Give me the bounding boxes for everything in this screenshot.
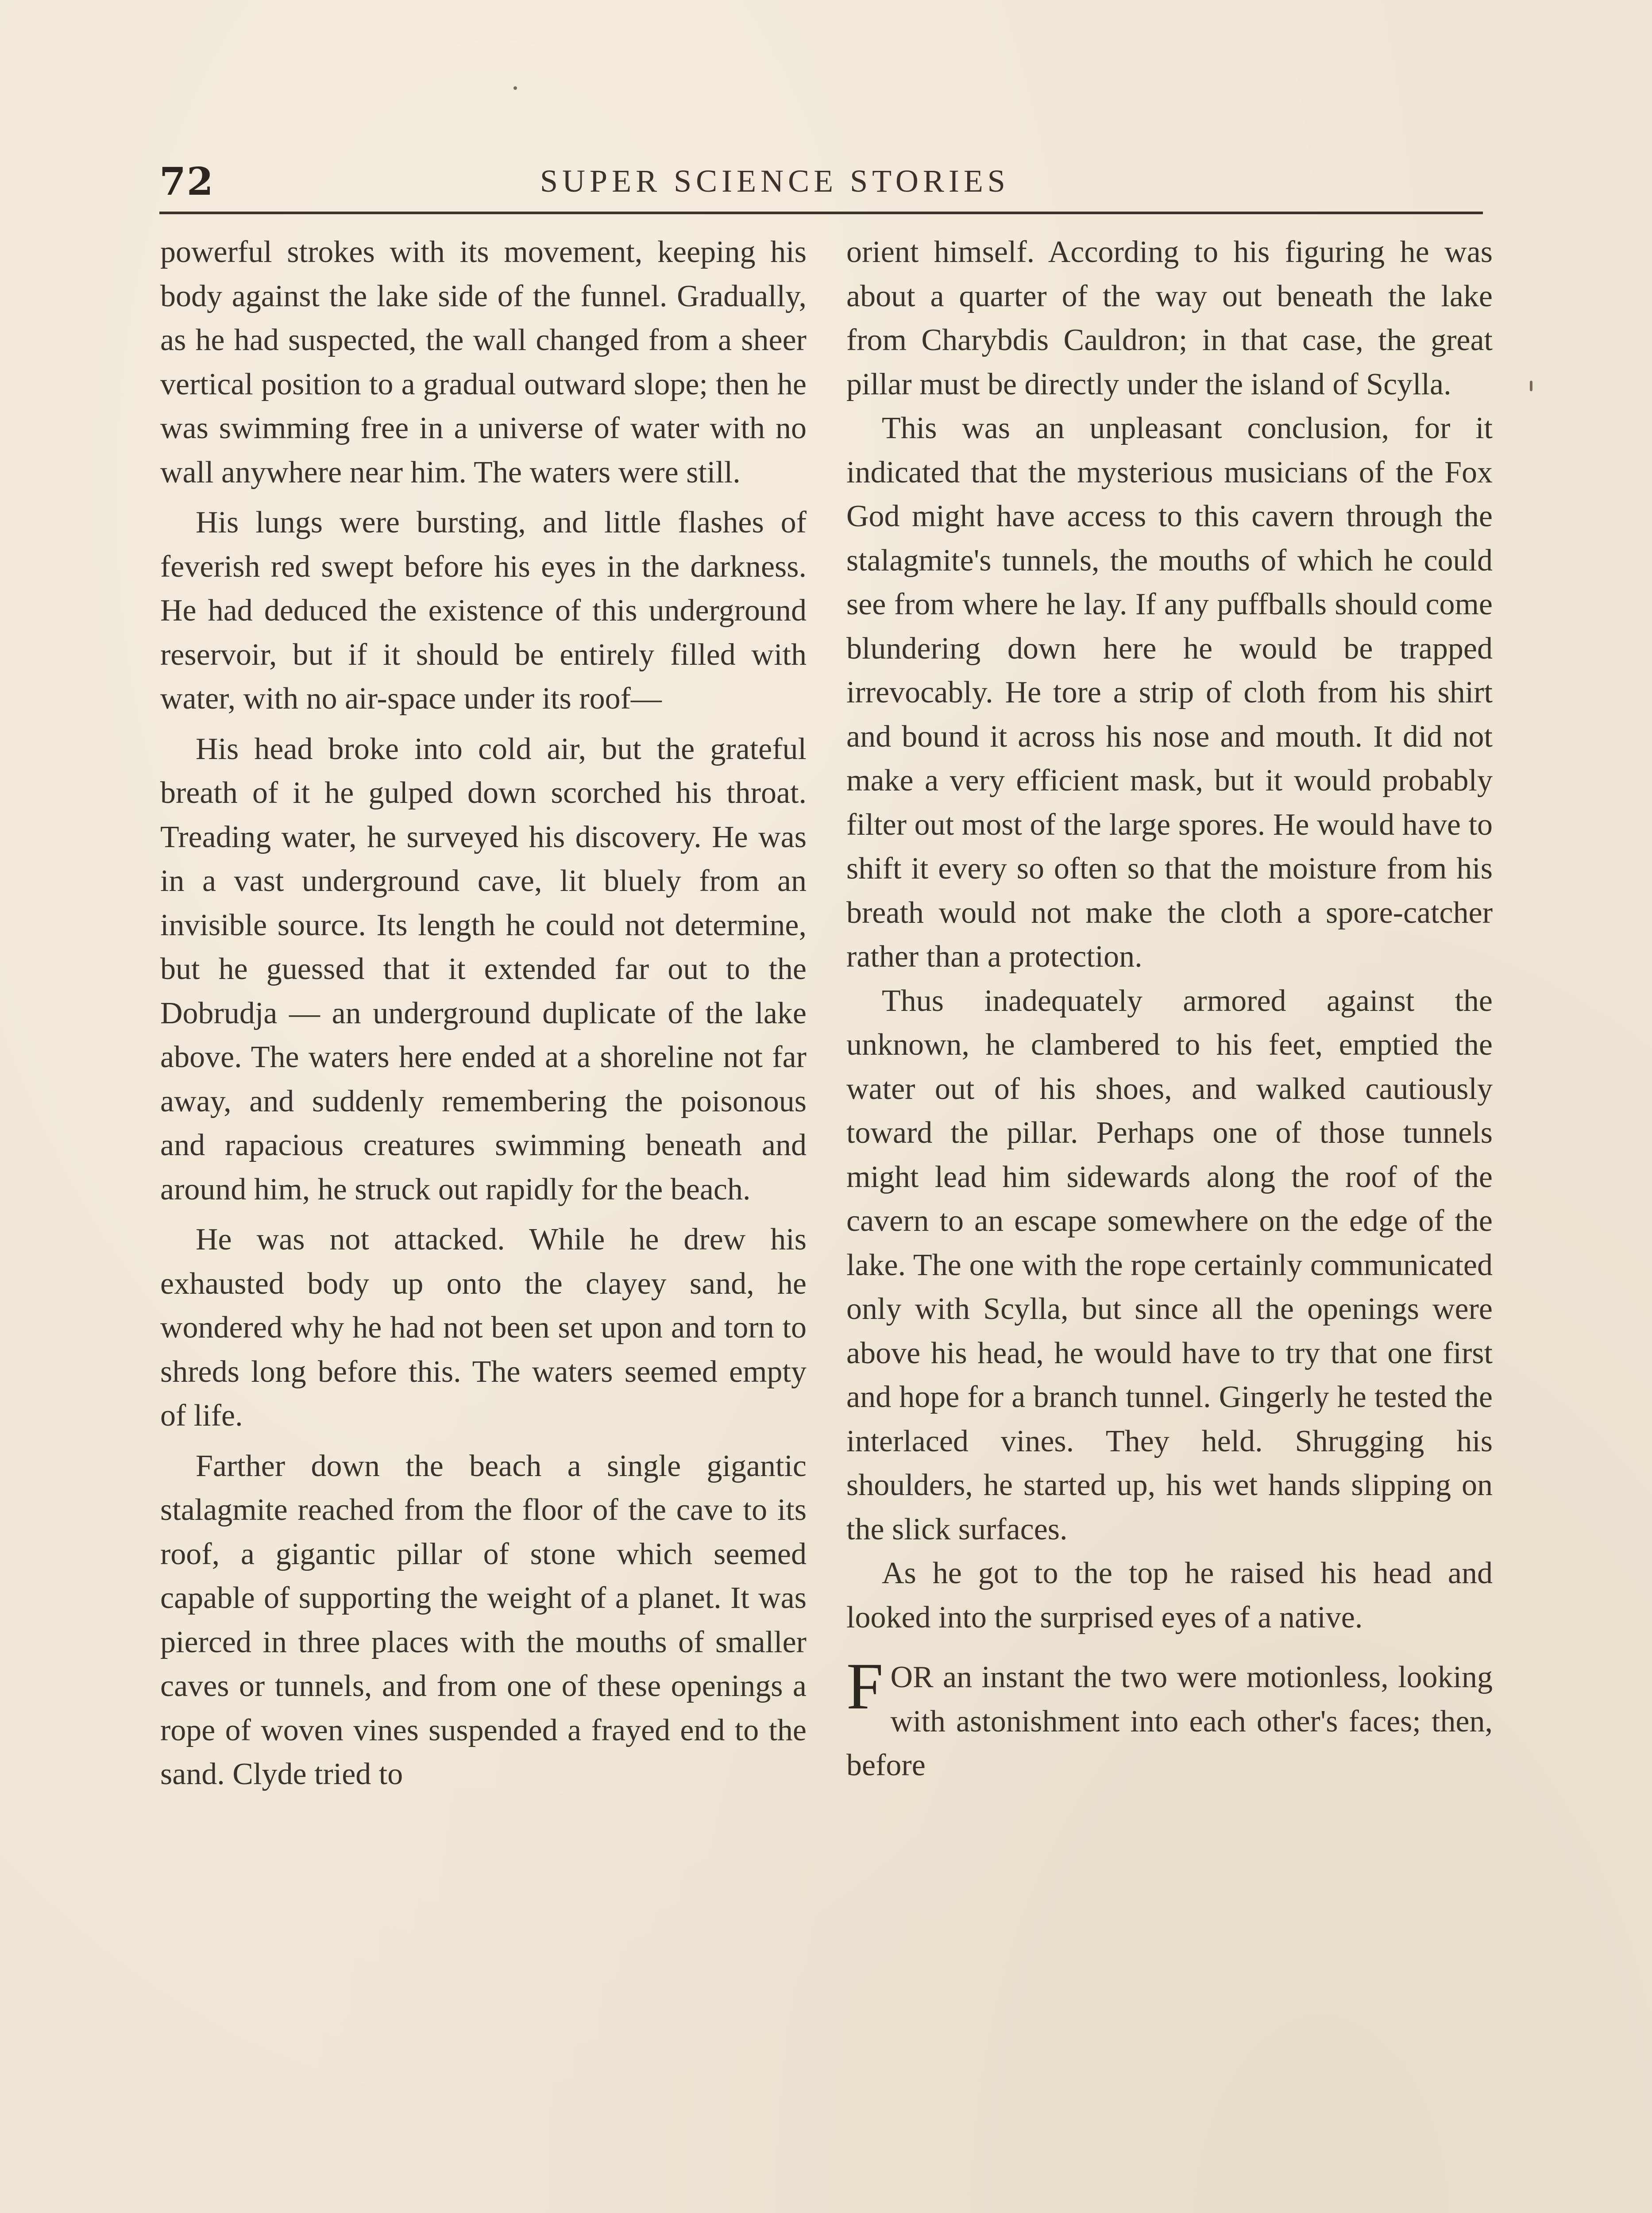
paragraph: His head broke into cold air, but the grateful breath of it he gulped down scorched his throat. Treading water, he surveyed his discovery. He was in a vast underground cave, lit bluely from an invisible source. Its length he could not determine, but he guessed that it extended far out to the Dobrudja — an underground duplicate of the lake above. The waters here ended at a shoreline not far away, and suddenly remembering the poisonous and rapacious creatures swimming beneath and around him, he struck out rapidly for the beach.	[160, 732, 807, 1207]
paper-speck	[1530, 381, 1532, 391]
page-header	[159, 159, 1483, 212]
paper-speck	[513, 86, 517, 90]
section-opening-paragraph	[846, 1650, 1493, 1788]
drop-cap: F	[846, 1650, 884, 1723]
paragraph: As he got to the top he raised his head and looked into the surprised eyes of a native.	[846, 1556, 1493, 1635]
paragraph-text: OR an instant the two were motionless, looking with astonishment into each other's faces; then, before	[846, 1660, 1493, 1782]
paragraph: Farther down the beach a single gigantic stalagmite reached from the floor of the cave to its roof, a gigantic pillar of stone which seemed capable of supporting the weight of a planet. It was pierced in three places with the mouths of smaller caves or tunnels, and from one of these openings a rope of woven vines suspended a frayed end to the sand. Clyde tried to	[160, 1449, 807, 1791]
left-column	[160, 230, 807, 1797]
paragraph: powerful strokes with its movement, keeping his body against the lake side of the funnel. Gradually, as he had suspected, the wall changed from a sheer vertical position to a gradual outward slope; then he was swimming free in a universe of water with no wall anywhere near him. The waters were still.	[160, 235, 807, 490]
header-rule	[159, 212, 1483, 214]
paragraph: This was an unpleasant conclusion, for it indicated that the mysterious musicians of the Fox God might have access to this cavern through the stalagmite's tunnels, the mouths of which he could see from where he lay. If any puffballs should come blundering down here he would be trapped irrevocably. He tore a strip of cloth from his shirt and bound it across his nose and mouth. It did not make a very efficient mask, but it would probably filter out most of the large spores. He would have to shift it every so often so that the moisture from his breath would not make the cloth a spore-catcher rather than a protection.	[846, 411, 1493, 974]
paragraph: Thus inadequately armored against the unknown, he clambered to his feet, emptied the water out of his shoes, and walked cautiously toward the pillar. Perhaps one of those tunnels might lead him sidewards along the roof of the cavern to an escape somewhere on the edge of the lake. The one with the rope certainly communicated only with Scylla, but since all the openings were above his head, he would have to try that one first and hope for a branch tunnel. Gingerly he tested the interlaced vines. They held. Shrugging his shoulders, he started up, his wet hands slipping on the slick surfaces.	[846, 983, 1493, 1546]
running-title: SUPER SCIENCE STORIES	[540, 163, 1010, 199]
paragraph: orient himself. According to his figuring he was about a quarter of the way out beneath the lake from Charybdis Cauldron; in that case, the great pillar must be directly under the island of Scylla.	[846, 235, 1493, 401]
page-number: 72	[159, 159, 214, 204]
paragraph: His lungs were bursting, and little flashes of feverish red swept before his eyes in the darkness. He had deduced the existence of this underground reservoir, but if it should be entirely filled with water, with no air-space under its roof—	[160, 505, 807, 716]
right-column	[846, 230, 1493, 1788]
paragraph: He was not attacked. While he drew his exhausted body up onto the clayey sand, he wondered why he had not been set upon and torn to shreds long before this. The waters seemed empty of life.	[160, 1222, 807, 1433]
